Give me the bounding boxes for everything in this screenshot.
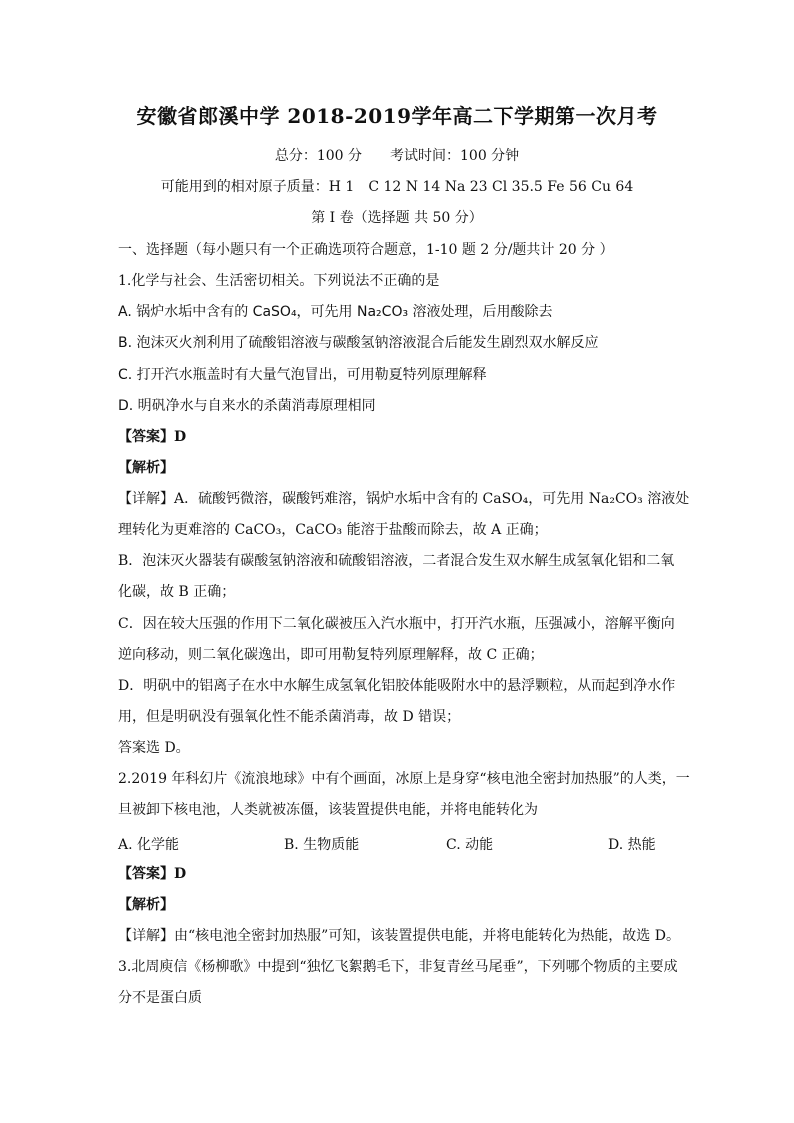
q1-analysis-line: B．泡沫灭火器装有碳酸氢钠溶液和硫酸铝溶液，二者混合发生双水解生成氢氧化铝和二氧: [118, 553, 675, 569]
q1-analysis-line: 答案选 D。: [118, 740, 190, 756]
q2-stem: 旦被卸下核电池，人类就被冻僵，该装置提供电能，并将电能转化为: [118, 802, 538, 818]
q1-analysis-line: 逆向移动，则二氧化碳逸出，即可用勒复特列原理解释，故 C 正确；: [118, 647, 544, 663]
q2-answer: 【答案】D: [118, 866, 187, 882]
q1-answer: 【答案】D: [118, 429, 187, 445]
q1-option-a: A. 锅炉水垢中含有的 CaSO₄，可先用 Na₂CO₃ 溶液处理，后用酸除去: [118, 304, 553, 320]
q1-analysis-label: 【解析】: [118, 460, 174, 476]
q3-stem: 分不是蛋白质: [118, 990, 202, 1006]
part-heading: 一、选择题（每小题只有一个正确选项符合题意，1-10 题 2 分/题共计 20 分 ）: [118, 242, 614, 258]
score-time: 总分：100 分 考试时间：100 分钟: [274, 148, 520, 164]
q1-analysis-line: D．明矾中的铝离子在水中水解生成氢氧化铝胶体能吸附水中的悬浮颗粒，从而起到净水作: [118, 678, 676, 694]
q3-stem: 3.北周庾信《杨柳歌》中提到“独忆飞絮鹅毛下，非复青丝马尾垂”，下列哪个物质的主要成: [118, 959, 678, 975]
q2-stem: 2.2019 年科幻片《流浪地球》中有个画面，冰原上是身穿“核电池全密封加热服”的人类，一: [118, 771, 690, 787]
q1-analysis-line: 化碳，故 B 正确；: [118, 584, 236, 600]
q1-analysis-line: 理转化为更难溶的 CaCO₃，CaCO₃ 能溶于盐酸而除去，故 A 正确；: [118, 522, 548, 538]
section-title: 第 I 卷（选择题 共 50 分）: [311, 210, 483, 226]
q1-option-d: D. 明矾净水与自来水的杀菌消毒原理相同: [118, 398, 376, 414]
q1-analysis-line: 用，但是明矾没有强氧化性不能杀菌消毒，故 D 错误；: [118, 709, 461, 725]
q2-option-c: C. 动能: [446, 837, 494, 853]
q1-analysis-line: 【详解】A．硫酸钙微溶，碳酸钙难溶，锅炉水垢中含有的 CaSO₄，可先用 Na₂CO₃ 溶液处: [118, 491, 690, 507]
atomic-masses: 可能用到的相对原子质量：H 1 C 12 N 14 Na 23 Cl 35.5 Fe 56 Cu 64: [160, 179, 634, 195]
q2-option-d: D. 热能: [608, 837, 656, 853]
q1-option-b: B. 泡沫灭火剂利用了硫酸铝溶液与碳酸氢钠溶液混合后能发生剧烈双水解反应: [118, 335, 599, 351]
q1-analysis-line: C．因在较大压强的作用下二氧化碳被压入汽水瓶中，打开汽水瓶，压强减小，溶解平衡向: [118, 616, 675, 632]
q2-analysis: 【详解】由“核电池全密封加热服”可知，该装置提供电能，并将电能转化为热能，故选 D。: [118, 928, 680, 944]
q2-analysis-label: 【解析】: [118, 897, 174, 913]
q1-stem: 1.化学与社会、生活密切相关。下列说法不正确的是: [118, 273, 440, 289]
exam-title: 安徽省郎溪中学 2018-2019学年高二下学期第一次月考: [136, 104, 658, 128]
q1-option-c: C. 打开汽水瓶盖时有大量气泡冒出，可用勒夏特列原理解释: [118, 367, 487, 383]
q2-option-a: A. 化学能: [118, 837, 180, 853]
q2-option-b: B. 生物质能: [284, 837, 360, 853]
